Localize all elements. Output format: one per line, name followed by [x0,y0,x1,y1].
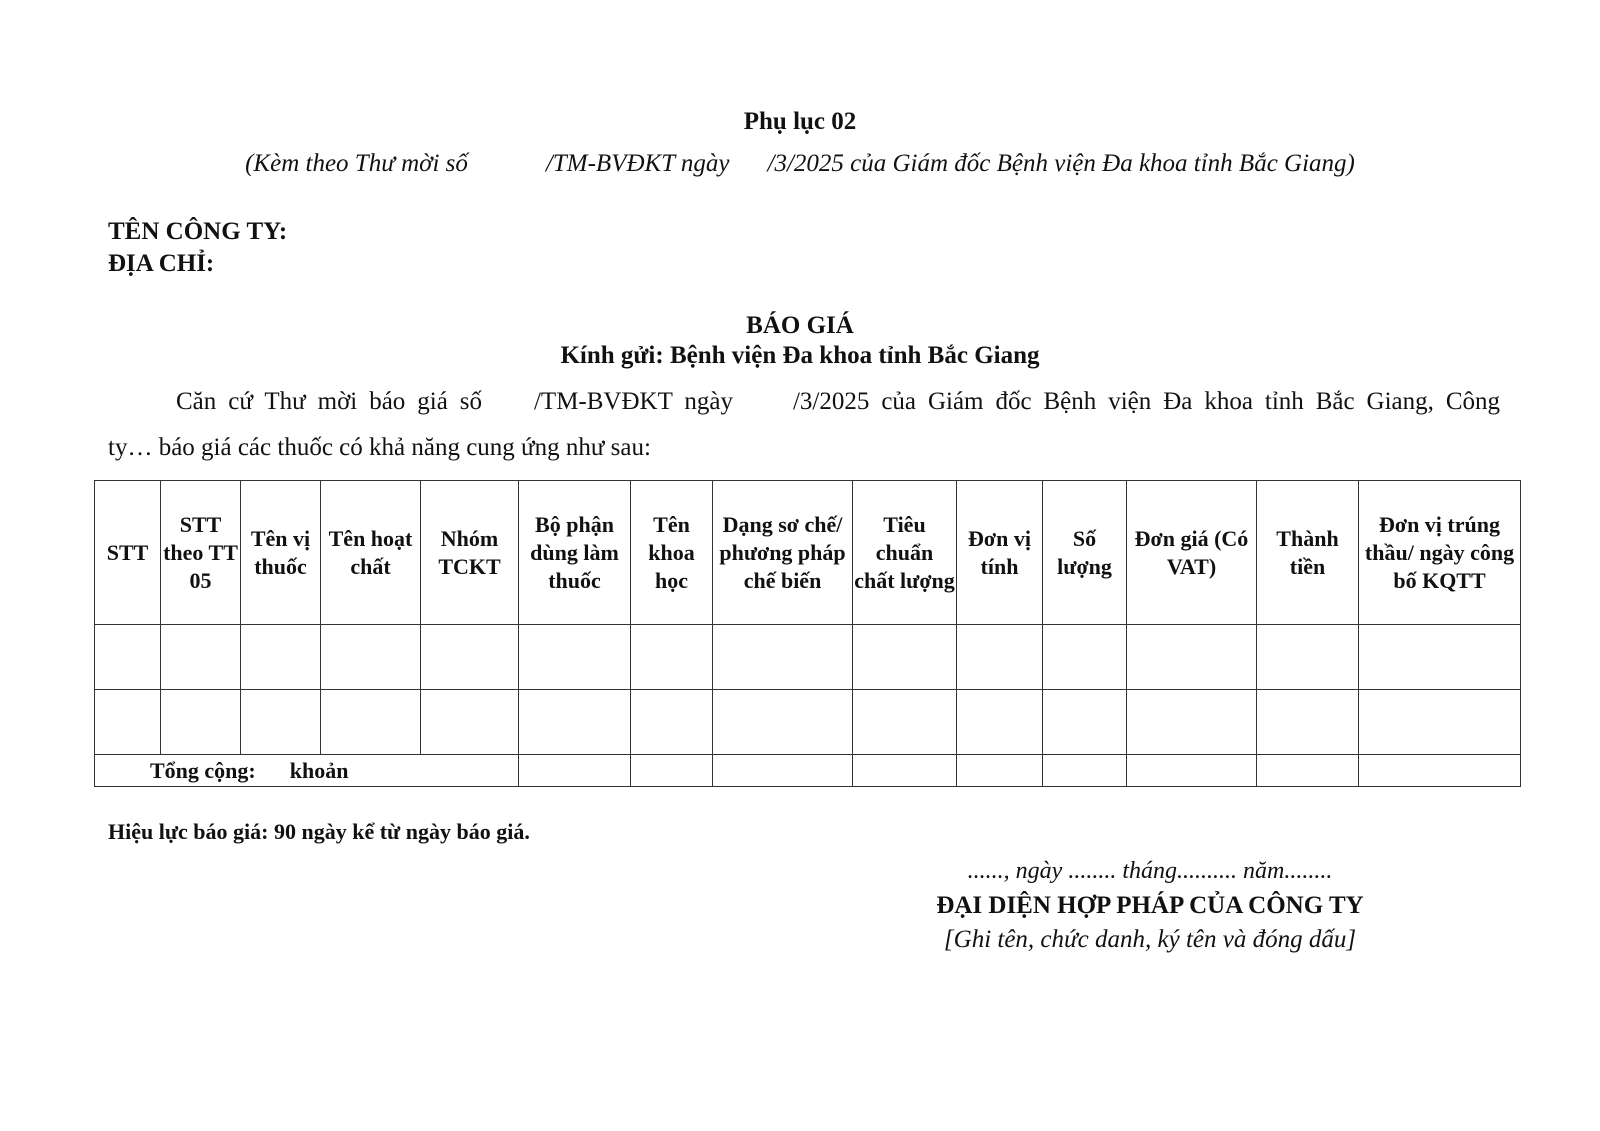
table-cell[interactable] [631,690,713,755]
table-cell[interactable] [1043,690,1127,755]
table-cell[interactable] [713,625,853,690]
table-cell[interactable] [631,755,713,787]
intro-paragraph-line-2: ty… báo giá các thuốc có khả năng cung ứng như sau: [108,434,651,461]
table-cell[interactable] [631,625,713,690]
table-cell[interactable] [853,755,957,787]
table-cell[interactable] [1359,755,1521,787]
table-cell[interactable] [241,625,321,690]
table-cell[interactable] [1257,755,1359,787]
table-cell[interactable] [713,755,853,787]
company-name-label: TÊN CÔNG TY: [108,218,288,245]
intro-part-2: /TM-BVĐKT ngày [533,388,733,415]
table-cell[interactable] [713,690,853,755]
quote-validity: Hiệu lực báo giá: 90 ngày kể từ ngày báo giá. [108,819,530,844]
table-cell[interactable] [241,690,321,755]
table-cell[interactable] [853,625,957,690]
header-nhom-tckt: Nhóm TCKT [421,481,519,625]
header-don-gia: Đơn giá (Có VAT) [1127,481,1257,625]
price-quote-table [94,480,1521,787]
table-cell[interactable] [95,690,161,755]
table-cell[interactable] [1127,755,1257,787]
header-stt: STT [95,481,161,625]
quote-recipient: Kính gửi: Bệnh viện Đa khoa tỉnh Bắc Giang [560,342,1040,369]
table-cell[interactable] [957,755,1043,787]
appendix-subtitle [0,150,1600,178]
table-cell[interactable] [1359,690,1521,755]
subtitle-part-3: /3/2025 của Giám đốc Bệnh viện Đa khoa tỉnh Bắc Giang) [767,150,1355,177]
header-ten-vi-thuoc: Tên vị thuốc [241,481,321,625]
total-label: Tổng cộng: [150,757,256,783]
table-cell[interactable] [519,690,631,755]
header-bo-phan-dung: Bộ phận dùng làm thuốc [519,481,631,625]
total-label-cell [95,755,519,787]
table-header-row [95,481,1521,625]
header-dang-so-che: Dạng sơ chế/ phương pháp chế biến [713,481,853,625]
table-cell[interactable] [957,690,1043,755]
signature-note: [Ghi tên, chức danh, ký tên và đóng dấu] [943,926,1357,953]
company-address-label: ĐỊA CHỈ: [108,250,215,277]
table-cell[interactable] [321,625,421,690]
table-cell[interactable] [1127,690,1257,755]
table-cell[interactable] [161,625,241,690]
quote-title: BÁO GIÁ [746,312,854,339]
header-don-vi-tinh: Đơn vị tính [957,481,1043,625]
table-cell[interactable] [957,625,1043,690]
table-cell[interactable] [1257,625,1359,690]
intro-part-3: /3/2025 của Giám đốc Bệnh viện Đa khoa tỉnh Bắc Giang, Công [792,388,1501,415]
table-cell[interactable] [1127,625,1257,690]
table-row [95,625,1521,690]
table-cell[interactable] [519,625,631,690]
intro-part-1: Căn cứ Thư mời báo giá số [176,388,482,415]
table-row [95,690,1521,755]
table-cell[interactable] [1043,625,1127,690]
table-cell[interactable] [421,625,519,690]
header-ten-khoa-hoc: Tên khoa học [631,481,713,625]
table-cell[interactable] [1359,625,1521,690]
total-unit: khoản [289,757,349,783]
table-cell[interactable] [161,690,241,755]
table-total-row [95,755,1521,787]
intro-paragraph-line-1 [108,388,1500,416]
table-cell[interactable] [95,625,161,690]
table-cell[interactable] [1043,755,1127,787]
appendix-title: Phụ lục 02 [743,108,857,135]
header-tieu-chuan: Tiêu chuẩn chất lượng [853,481,957,625]
header-ten-hoat-chat: Tên hoạt chất [321,481,421,625]
header-don-vi-trung-thau: Đơn vị trúng thầu/ ngày công bố KQTT [1359,481,1521,625]
table-cell[interactable] [321,690,421,755]
subtitle-part-2: /TM-BVĐKT ngày [545,150,730,177]
header-stt-tt05: STT theo TT 05 [161,481,241,625]
signature-date-line: ......, ngày ........ tháng.......... năm........ [967,858,1333,884]
signature-title: ĐẠI DIỆN HỢP PHÁP CỦA CÔNG TY [936,892,1364,919]
table-cell[interactable] [853,690,957,755]
header-thanh-tien: Thành tiền [1257,481,1359,625]
header-so-luong: Số lượng [1043,481,1127,625]
table-cell[interactable] [421,690,519,755]
subtitle-part-1: (Kèm theo Thư mời số [245,150,468,177]
table-cell[interactable] [1257,690,1359,755]
table-cell[interactable] [519,755,631,787]
